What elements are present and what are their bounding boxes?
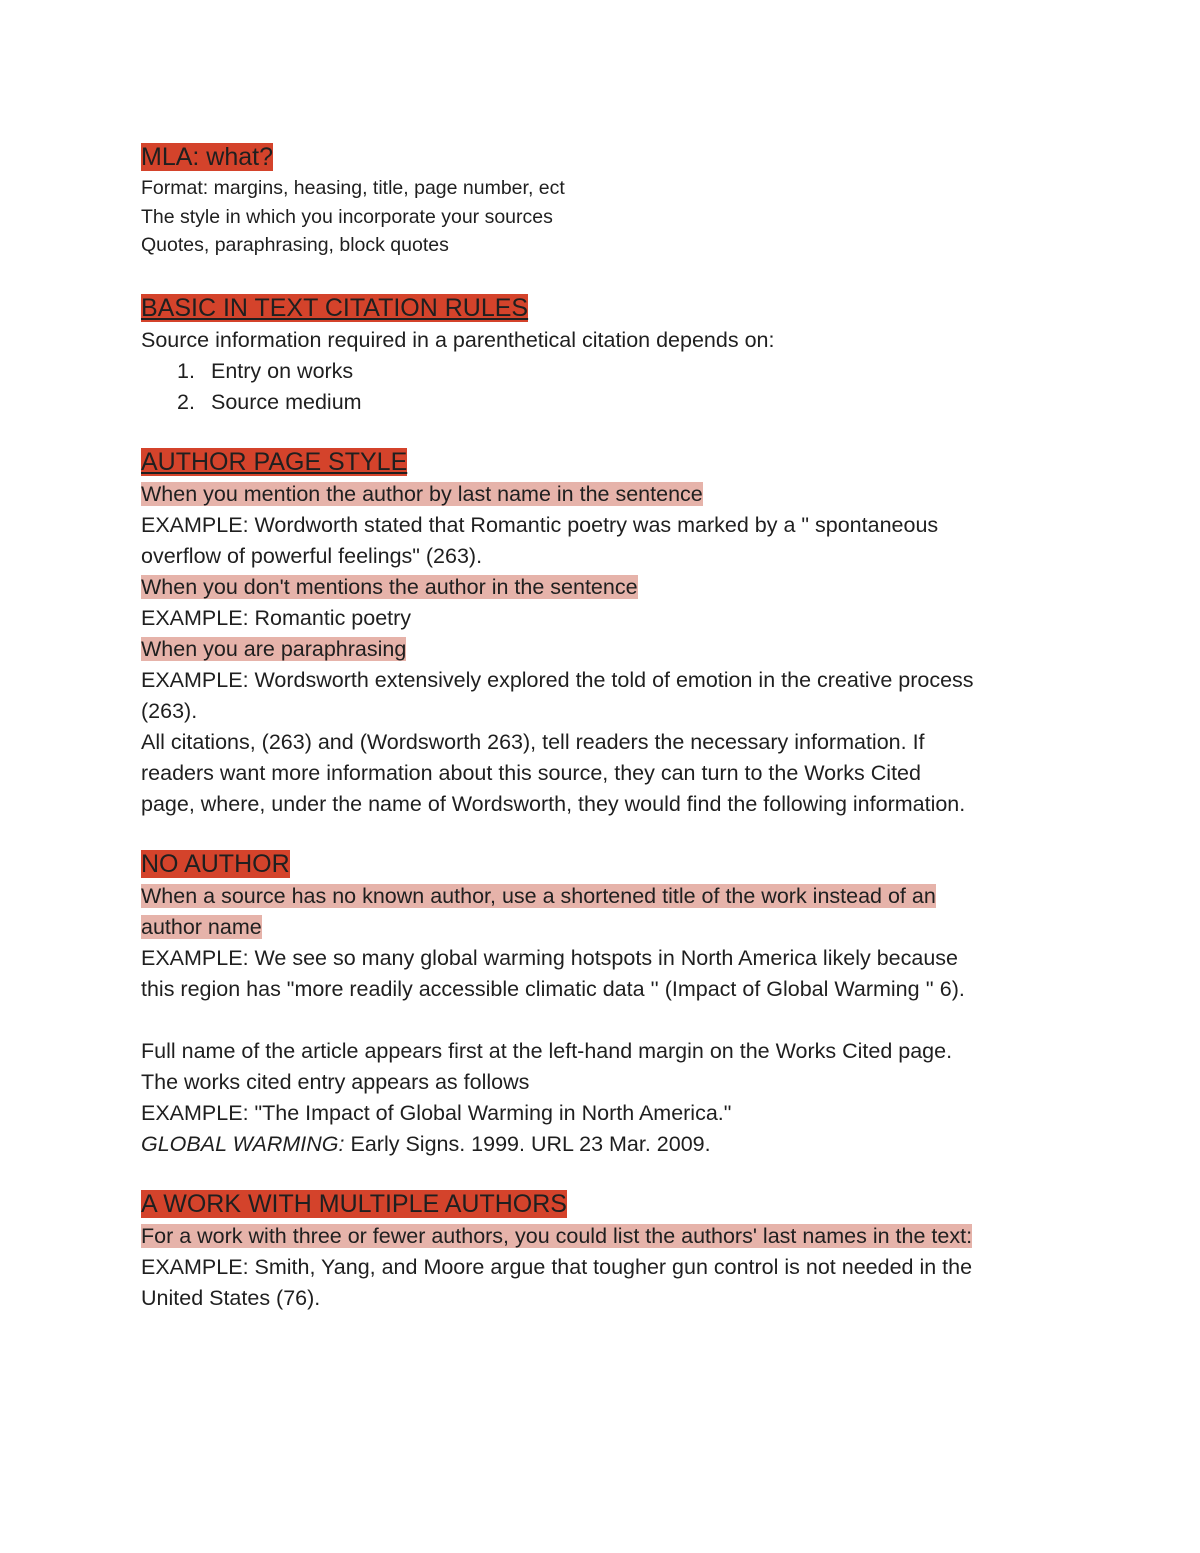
- basic-list: [141, 356, 1061, 418]
- example-line: (263).: [141, 698, 198, 723]
- subheading: When you are paraphrasing: [141, 636, 407, 661]
- subheading: When you don't mentions the author in the sentence: [141, 574, 638, 599]
- list-item: [141, 387, 1061, 418]
- paragraph-line: The works cited entry appears as follows: [141, 1069, 530, 1094]
- paragraph-line: page, where, under the name of Wordsworth, they would find the following information.: [141, 791, 966, 816]
- subheading: When you mention the author by last name in the sentence: [141, 481, 703, 506]
- mla-heading: MLA: what?: [141, 143, 274, 171]
- example-line: EXAMPLE: Smith, Yang, and Moore argue that tougher gun control is not needed in the: [141, 1254, 973, 1279]
- paragraph-line: readers want more information about this source, they can turn to the Works Cited: [141, 760, 921, 785]
- mla-line: Format: margins, heasing, title, page number, ect: [141, 177, 565, 199]
- subheading: author name: [141, 914, 262, 939]
- document-page: [141, 140, 1061, 1314]
- author-page-heading: AUTHOR PAGE STYLE: [141, 447, 408, 476]
- section-author-page: [141, 445, 1061, 820]
- section-basic: [141, 291, 1061, 418]
- example-line: EXAMPLE: Romantic poetry: [141, 605, 412, 630]
- citation-line: [141, 1129, 1061, 1160]
- paragraph-line: Full name of the article appears first at the left-hand margin on the Works Cited page.: [141, 1038, 953, 1063]
- list-text: Entry on works: [211, 358, 354, 383]
- list-item: [141, 356, 1061, 387]
- section-multiple-authors: [141, 1187, 1061, 1314]
- subheading: For a work with three or fewer authors, you could list the authors' last names in the text:: [141, 1223, 973, 1248]
- example-line: EXAMPLE: Wordworth stated that Romantic poetry was marked by a " spontaneous: [141, 512, 939, 537]
- section-no-author: [141, 847, 1061, 1160]
- list-number: 2.: [177, 389, 195, 414]
- section-mla: [141, 140, 1061, 260]
- citation-rest: Early Signs. 1999. URL 23 Mar. 2009.: [344, 1131, 711, 1156]
- spacer: [141, 820, 1061, 847]
- blank-line: [141, 1005, 1061, 1036]
- multiple-authors-heading: A WORK WITH MULTIPLE AUTHORS: [141, 1189, 567, 1218]
- basic-heading: BASIC IN TEXT CITATION RULES: [141, 293, 529, 322]
- list-text: Source medium: [211, 389, 362, 414]
- example-line: EXAMPLE: We see so many global warming hotspots in North America likely because: [141, 945, 958, 970]
- example-line: EXAMPLE: Wordsworth extensively explored the told of emotion in the creative process: [141, 667, 974, 692]
- example-line: EXAMPLE: "The Impact of Global Warming in North America.": [141, 1100, 732, 1125]
- basic-intro: Source information required in a parenthetical citation depends on:: [141, 327, 775, 352]
- spacer: [141, 418, 1061, 445]
- spacer: [141, 1160, 1061, 1187]
- mla-line: Quotes, paraphrasing, block quotes: [141, 234, 449, 256]
- example-line: overflow of powerful feelings" (263).: [141, 543, 483, 568]
- no-author-heading: NO AUTHOR: [141, 849, 290, 878]
- example-line: United States (76).: [141, 1285, 321, 1310]
- spacer: [141, 260, 1061, 291]
- example-line: this region has "more readily accessible climatic data '' (Impact of Global Warming '' 6).: [141, 976, 965, 1001]
- subheading: When a source has no known author, use a shortened title of the work instead of an: [141, 883, 936, 908]
- citation-italic: GLOBAL WARMING:: [141, 1131, 345, 1156]
- list-number: 1.: [177, 358, 195, 383]
- paragraph-line: All citations, (263) and (Wordsworth 263), tell readers the necessary information. If: [141, 729, 925, 754]
- mla-line: The style in which you incorporate your sources: [141, 205, 553, 228]
